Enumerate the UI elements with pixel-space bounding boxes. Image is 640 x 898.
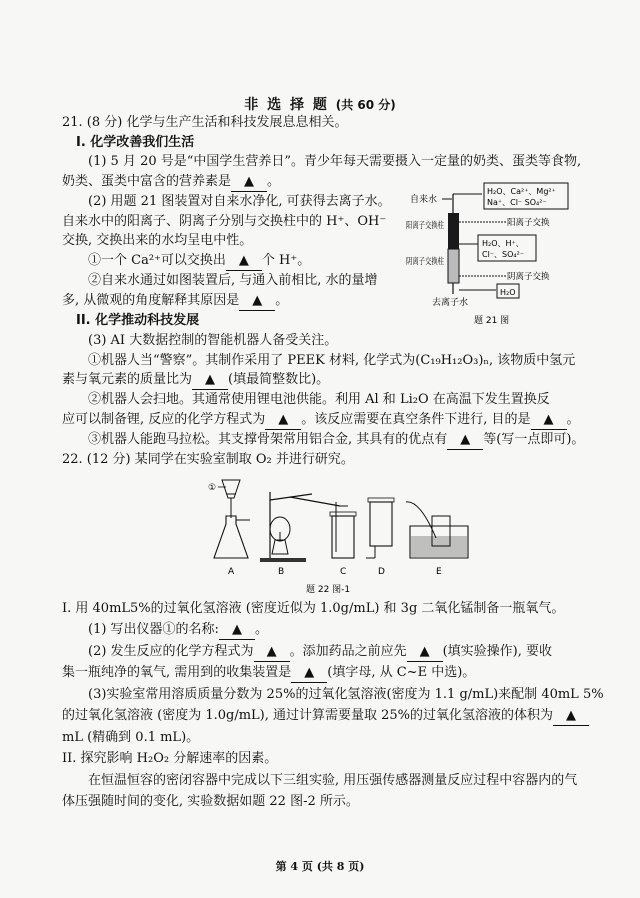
apparatus-d [366,498,394,558]
figure-21 [402,180,570,330]
answer-blank: ▲ [553,707,589,726]
q21-line: 自来水中的阳离子、阴离子分别与交换柱中的 H⁺、OH⁻ [62,214,387,229]
answer-blank: ▲ [447,431,483,450]
q21-line: 素与氧元素的质量比为 ▲ (填最简整数比)。 [62,371,329,390]
q21-line: 应可以制备锂, 反应的化学方程式为 ▲ 。该反应需要在真空条件下进行, 目的是 ▲ 。 [62,411,580,430]
q22-line: I. 用 40mL5%的过氧化氢溶液 (密度近似为 1.0g/mL) 和 3g 二氧化锰制备一瓶氧气。 [62,601,565,616]
fig21-tap-label: 自来水 [410,195,438,205]
svg-text:A: A [228,567,235,577]
q22-line: (3)实验室常用溶质质量分数为 25%的过氧化氢溶液(密度为 1.1 g/mL)来配制 40mL 5% [88,687,604,702]
svg-text:Na⁺、Cl⁻ SO₄²⁻: Na⁺、Cl⁻ SO₄²⁻ [487,198,547,207]
page-footer: 第 4 页 (共 8 页) [275,860,365,873]
svg-text:H₂O: H₂O [500,288,516,297]
q22-line: II. 探究影响 H₂O₂ 分解速率的因素。 [62,751,278,766]
answer-blank: ▲ [407,643,443,662]
svg-text:阴离子交换: 阴离子交换 [507,272,550,282]
q21-line: ①机器人当“警察”。其制作采用了 PEEK 材料, 化学式为(C₁₉H₁₂O₃)ₙ, 该物质中氢元 [88,353,576,368]
svg-text:D: D [378,567,385,577]
section-title: 非 选 择 题 (共 60 分) [244,97,396,113]
apparatus-c [330,502,356,558]
apparatus-a [208,480,250,558]
svg-text:H₂O、Ca²⁺、Mg²⁺: H₂O、Ca²⁺、Mg²⁺ [487,187,556,196]
answer-blank: ▲ [226,252,262,271]
answer-blank: ▲ [531,411,567,430]
answer-blank: ▲ [265,411,301,430]
svg-text:阳离子交换柱: 阳离子交换柱 [406,221,458,231]
svg-text:Cl⁻、SO₄²⁻: Cl⁻、SO₄²⁻ [482,250,525,259]
answer-blank: ▲ [231,173,267,192]
q21-intro: 21. (8 分) 化学与生产生活和科技发展息息相关。 [62,115,348,130]
q22-line: 的过氧化氢溶液 (密度为 1.0g/mL), 通过计算需要量取 25%的过氧化氢溶液的体积为 ▲ [62,707,589,726]
q22-line: (1) 写出仪器①的名称: ▲ 。 [88,621,268,640]
q22-intro: 22. (12 分) 某同学在实验室制取 O₂ 并进行研究。 [62,452,354,467]
q21-line: ③机器人能跑马拉松。其支撑骨架常用铝合金, 其具有的优点有 ▲ 等(写一点即可)。 [88,431,584,450]
fig21-anion-column [448,249,459,283]
q21-line: ②机器人会扫地。其通常使用锂电池供能。利用 Al 和 Li₂O 在高温下发生置换反 [88,392,550,407]
q22-line: mL (精确到 0.1 mL)。 [62,730,200,745]
q21-line: 奶类、蛋类中富含的营养素是 ▲ 。 [62,173,280,192]
q21-line: (3) AI 大数据控制的智能机器人备受关注。 [88,333,338,348]
q21-section-1: I. 化学改善我们生活 [76,135,195,150]
q21-line: 交换, 交换出来的水均呈电中性。 [62,233,253,248]
q21-line: (1) 5 月 20 号是“中国学生营养日”。青少年每天需要摄入一定量的奶类、蛋类等食物, [88,154,582,169]
svg-text:阴离子交换柱: 阴离子交换柱 [406,257,458,267]
fig21-caption: 题 21 图 [474,316,510,326]
q22-line: (2) 发生反应的化学方程式为 ▲ 。添加药品之前应先 ▲ (填实验操作), 要收 [88,643,552,662]
q21-line: 多, 从微观的角度解释其原因是 ▲ 。 [62,292,288,311]
answer-blank: ▲ [254,643,290,662]
svg-text:B: B [278,567,285,577]
fig21-cation-column [448,213,459,249]
fig22-caption: 题 22 图-1 [306,585,351,595]
svg-text:E: E [436,567,442,577]
svg-text:C: C [340,567,347,577]
answer-blank: ▲ [239,292,275,311]
q21-line: (2) 用题 21 图装置对自来水净化, 可获得去离子水。 [88,194,391,209]
q22-line: 在恒温恒容的密闭容器中完成以下三组实验, 用压强传感器测量反应过程中容器内的气 [88,773,578,788]
q21-line: ①一个 Ca²⁺可以交换出 ▲ 个 H⁺。 [88,252,310,271]
apparatus-b [260,492,348,562]
answer-blank: ▲ [192,371,228,390]
instrument-1-marker: ① [208,483,217,493]
apparatus-e [406,502,468,558]
answer-blank: ▲ [291,664,327,683]
figure-22-1 [200,474,480,598]
q22-line: 集一瓶纯净的氧气, 需用到的收集装置是 ▲ (填字母, 从 C~E 中选)。 [62,664,475,683]
answer-blank: ▲ [219,621,255,640]
fig21-outlet-label: 去离子水 [432,298,469,308]
svg-text:阳离子交换: 阳离子交换 [507,218,550,228]
q21-line: ②自来水通过如图装置后, 与通入前相比, 水的量增 [88,273,378,288]
q21-section-2: II. 化学推动科技发展 [76,313,200,328]
q22-line: 体压强随时间的变化, 实验数据如题 22 图-2 所示。 [62,794,359,809]
svg-text:H₂O、H⁺、: H₂O、H⁺、 [482,239,524,248]
